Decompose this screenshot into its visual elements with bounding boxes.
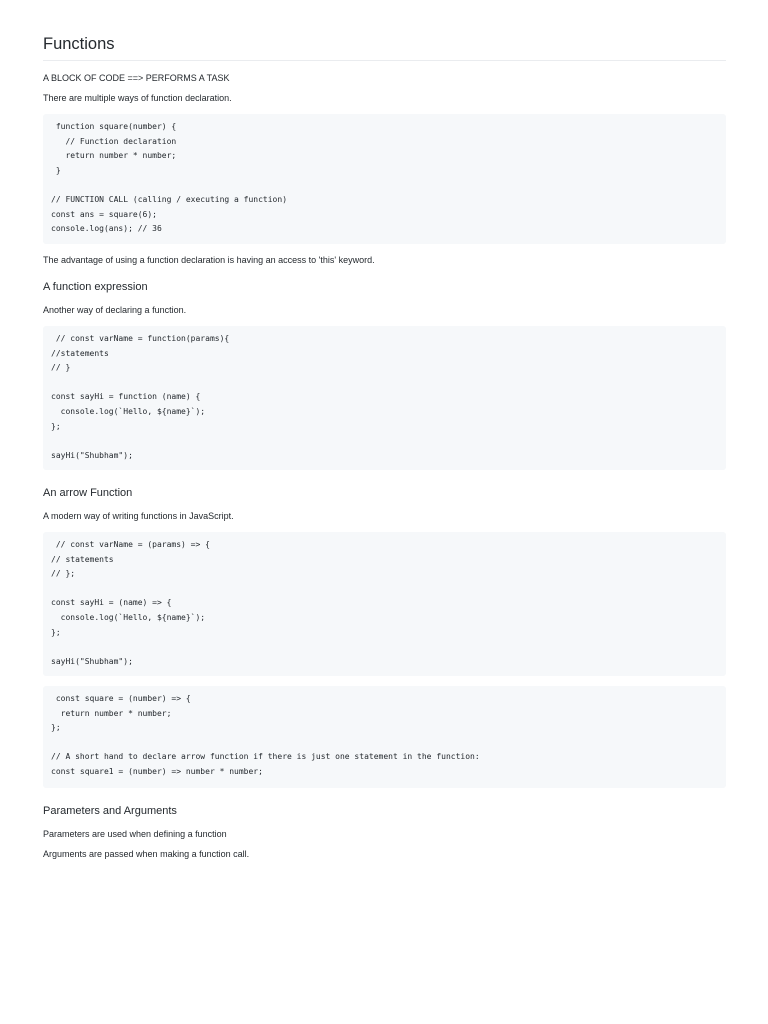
- page-title: Functions: [43, 0, 726, 61]
- code-block-arrow-function: // const varName = (params) => { // statements // }; const sayHi = (name) => { console.log(`Hello, ${name}`); }; sayHi("Shubham");: [43, 532, 726, 676]
- intro-text-2: There are multiple ways of function declaration.: [43, 93, 232, 103]
- arguments-text: Arguments are passed when making a function call.: [43, 849, 250, 859]
- heading-arrow-function: An arrow Function: [43, 487, 133, 499]
- parameters-text: Parameters are used when defining a function: [43, 829, 227, 839]
- code-block-function-declaration: function square(number) { // Function declaration return number * number; } // FUNCTION CALL (calling / executing a function) const ans = square(6); console.log(ans); // 36: [43, 114, 726, 244]
- document-page: [43, 0, 726, 860]
- heading-parameters-arguments: Parameters and Arguments: [43, 805, 177, 817]
- intro-text-1: A BLOCK OF CODE ==> PERFORMS A TASK: [43, 73, 230, 83]
- this-keyword-text: The advantage of using a function declaration is having an access to 'this' keyword.: [43, 255, 375, 265]
- code-block-function-expression: // const varName = function(params){ //statements // } const sayHi = function (name) { console.log(`Hello, ${name}`); }; sayHi("Shubham");: [43, 326, 726, 470]
- arrow-function-desc: A modern way of writing functions in JavaScript.: [43, 511, 234, 521]
- heading-function-expression: A function expression: [43, 281, 148, 293]
- function-expression-desc: Another way of declaring a function.: [43, 305, 187, 315]
- code-block-arrow-shorthand: const square = (number) => { return number * number; }; // A short hand to declare arrow function if there is just one statement in the function: const square1 = (number) => number * number;: [43, 686, 726, 788]
